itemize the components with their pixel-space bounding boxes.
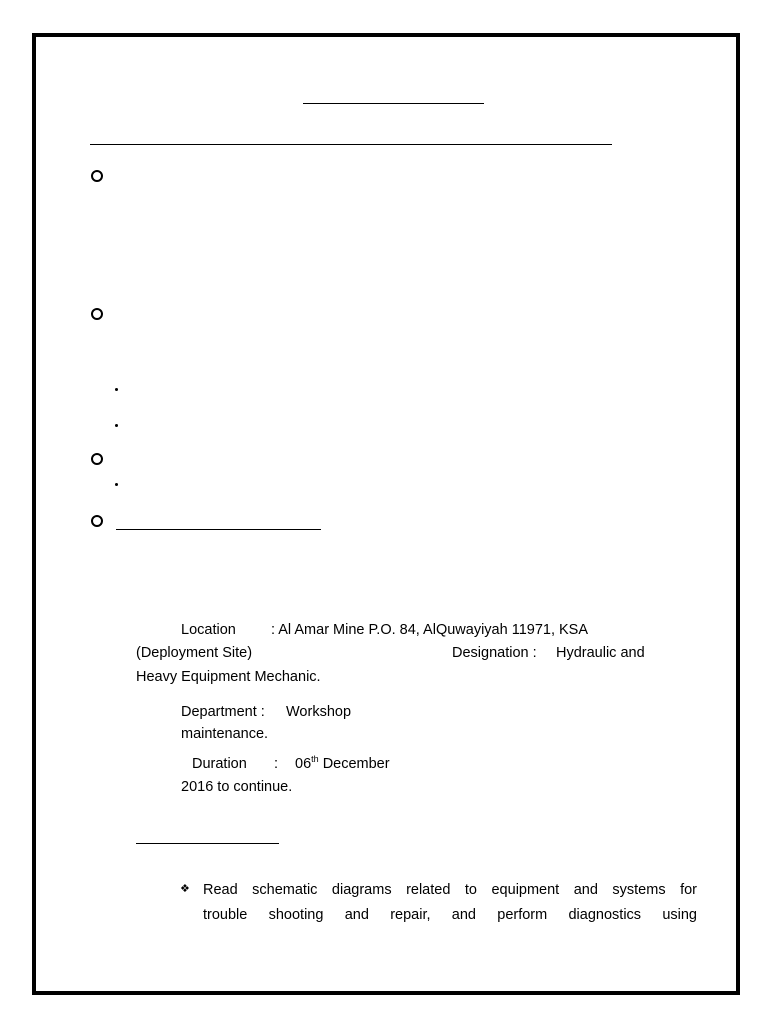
dot-bullet: [115, 424, 118, 427]
location-value: : Al Amar Mine P.O. 84, AlQuwayiyah 11971, KSA: [271, 622, 589, 638]
designation-value: Hydraulic and: [556, 645, 645, 661]
duration-day: 06: [295, 756, 312, 772]
deployment-label: (Deployment Site): [136, 645, 253, 661]
duty-item-line: Read schematic diagrams related to equipment and systems for: [203, 882, 697, 898]
circle-bullet: [91, 515, 103, 527]
diamond-bullet-icon: ❖: [180, 883, 190, 895]
circle-bullet: [91, 308, 103, 320]
duration-label: Duration: [192, 756, 247, 772]
duty-item-line: trouble shooting and repair, and perform diagnostics using: [203, 907, 697, 923]
page-border: [32, 33, 740, 995]
department-value: Workshop: [286, 704, 352, 720]
duty-item: [203, 878, 697, 928]
duration-month: December: [322, 756, 390, 772]
designation-label: Designation :: [452, 645, 537, 661]
dot-bullet: [115, 483, 118, 486]
duration-continued: 2016 to continue.: [181, 779, 293, 795]
duties-heading-underline: [136, 843, 279, 844]
duration-separator: :: [274, 756, 279, 772]
circle-bullet: [91, 453, 103, 465]
circle-bullet: [91, 170, 103, 182]
location-label: Location: [181, 622, 236, 638]
title-underline: [303, 103, 484, 104]
department-label: Department :: [181, 704, 265, 720]
duration-start: [295, 753, 390, 776]
section-heading-underline: [116, 529, 321, 530]
department-value-continued: maintenance.: [181, 726, 269, 742]
designation-value-continued: Heavy Equipment Mechanic.: [136, 669, 321, 685]
section-divider: [90, 144, 612, 145]
duration-day-suffix: th: [311, 754, 319, 765]
dot-bullet: [115, 388, 118, 391]
